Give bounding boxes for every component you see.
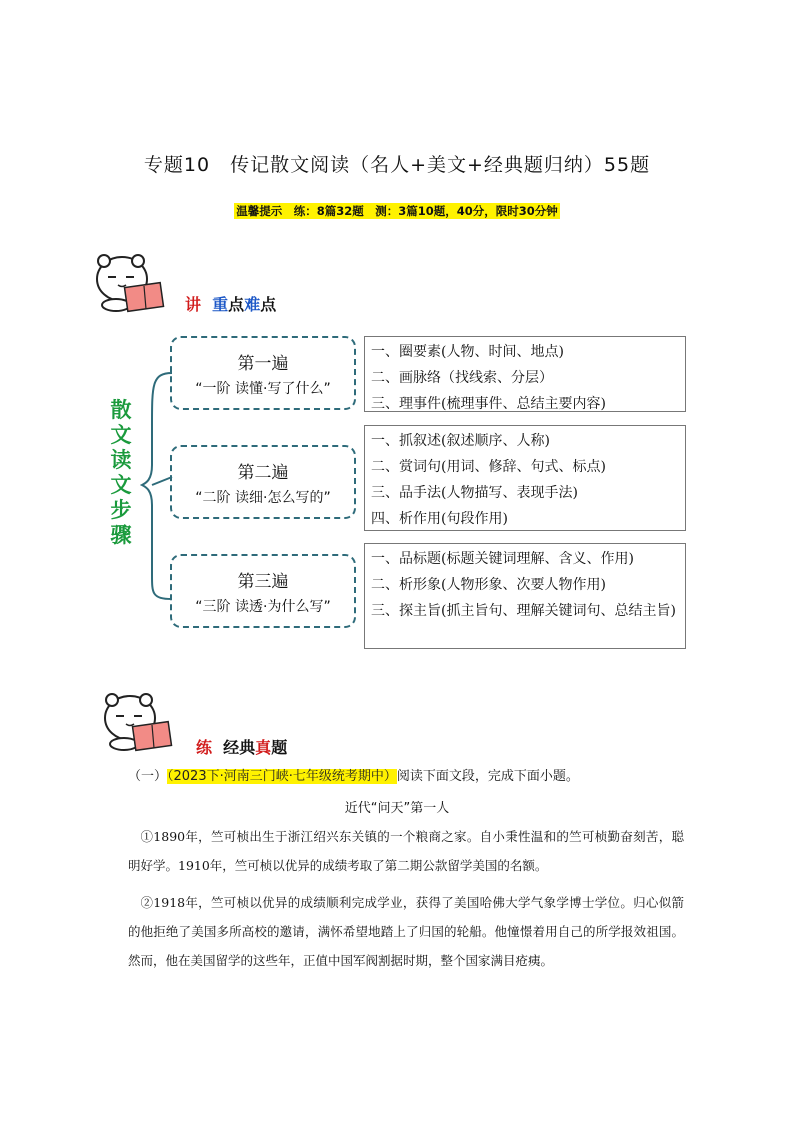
stage-name: 第三遍 [237,572,289,592]
stage-subtitle: “一阶 读懂·写了什么” [195,381,331,397]
question-source-line [128,765,579,784]
heading-char: 经典 [223,738,256,757]
detail-item: 三、探主旨(抓主旨句、理解关键词句、总结主旨) [371,603,676,619]
detail-item: 一、品标题(标题关键词理解、含义、作用) [371,551,634,567]
detail-item: 三、品手法(人物描写、表现手法) [371,485,578,501]
stage-detail-box-1 [364,336,686,412]
heading-char: 点 [228,295,245,314]
source-instruction: 阅读下面文段，完成下面小题。 [396,769,579,784]
source-prefix: （一） [128,769,168,784]
steps-label-char: 读 [110,448,132,472]
heading-char: 重 [212,295,229,314]
stage-subtitle: “三阶 读透·为什么写” [195,599,331,615]
tip-line [0,203,794,219]
stage-box-1 [170,336,356,410]
heading-char: 真 [255,738,272,757]
detail-item: 二、析形象(人物形象、次要人物作用) [371,577,606,593]
article-paragraph: ②1918年，竺可桢以优异的成绩顺利完成学业，获得了美国哈佛大学气象学博士学位。归心似箭的他拒绝了美国多所高校的邀请，满怀希望地踏上了归国的轮船。他憧憬着用自己的所学报效祖国。然而，他在美国留学的这些年，正值中国军阀割据时期，整个国家满目疮痍。 [128,895,684,968]
heading-char: 讲 [185,295,202,314]
section-heading-key-points [185,292,276,315]
reading-mascot-icon [100,692,180,752]
stage-detail-box-3 [364,543,686,649]
steps-label-char: 文 [110,423,132,447]
steps-label-char: 文 [110,473,132,497]
article-paragraph: ①1890年，竺可桢出生于浙江绍兴东关镇的一个粮商之家。自小秉性温和的竺可桢勤奋刻苦，聪明好学。1910年，竺可桢以优异的成绩考取了第二期公款留学美国的名额。 [128,829,684,873]
detail-item: 二、画脉络（找线索、分层） [371,370,553,386]
section-heading-classic-questions [196,735,287,758]
steps-label-char: 散 [110,398,132,422]
detail-item: 一、抓叙述(叙述顺序、人称) [371,433,550,449]
stage-detail-box-2 [364,425,686,531]
steps-label-char: 步 [110,498,132,522]
page-title: 专题10 传记散文阅读（名人+美文+经典题归纳）55题 [143,154,651,176]
source-highlight: （2023下·河南三门峡·七年级统考期中） [167,769,397,784]
steps-label-char: 骤 [110,523,132,547]
stage-box-2 [170,445,356,519]
article-title: 近代“问天”第一人 [344,801,450,816]
stage-name: 第一遍 [237,354,289,374]
heading-char: 点 [260,295,277,314]
heading-char: 难 [244,295,261,314]
stage-box-3 [170,554,356,628]
detail-item: 一、圈要素(人物、时间、地点) [371,344,564,360]
reading-mascot-icon [92,253,172,313]
heading-char: 题 [271,738,288,757]
detail-item: 三、理事件(梳理事件、总结主要内容) [371,396,606,412]
stage-subtitle: “二阶 读细·怎么写的” [195,490,331,506]
stage-name: 第二遍 [237,463,289,483]
heading-char: 练 [196,738,213,757]
detail-item: 二、赏词句(用词、修辞、句式、标点) [371,459,606,475]
tip-text: 温馨提示 练：8篇32题 测：3篇10题，40分，限时30分钟 [236,204,558,218]
detail-item: 四、析作用(句段作用) [371,511,508,527]
steps-label [108,398,134,548]
